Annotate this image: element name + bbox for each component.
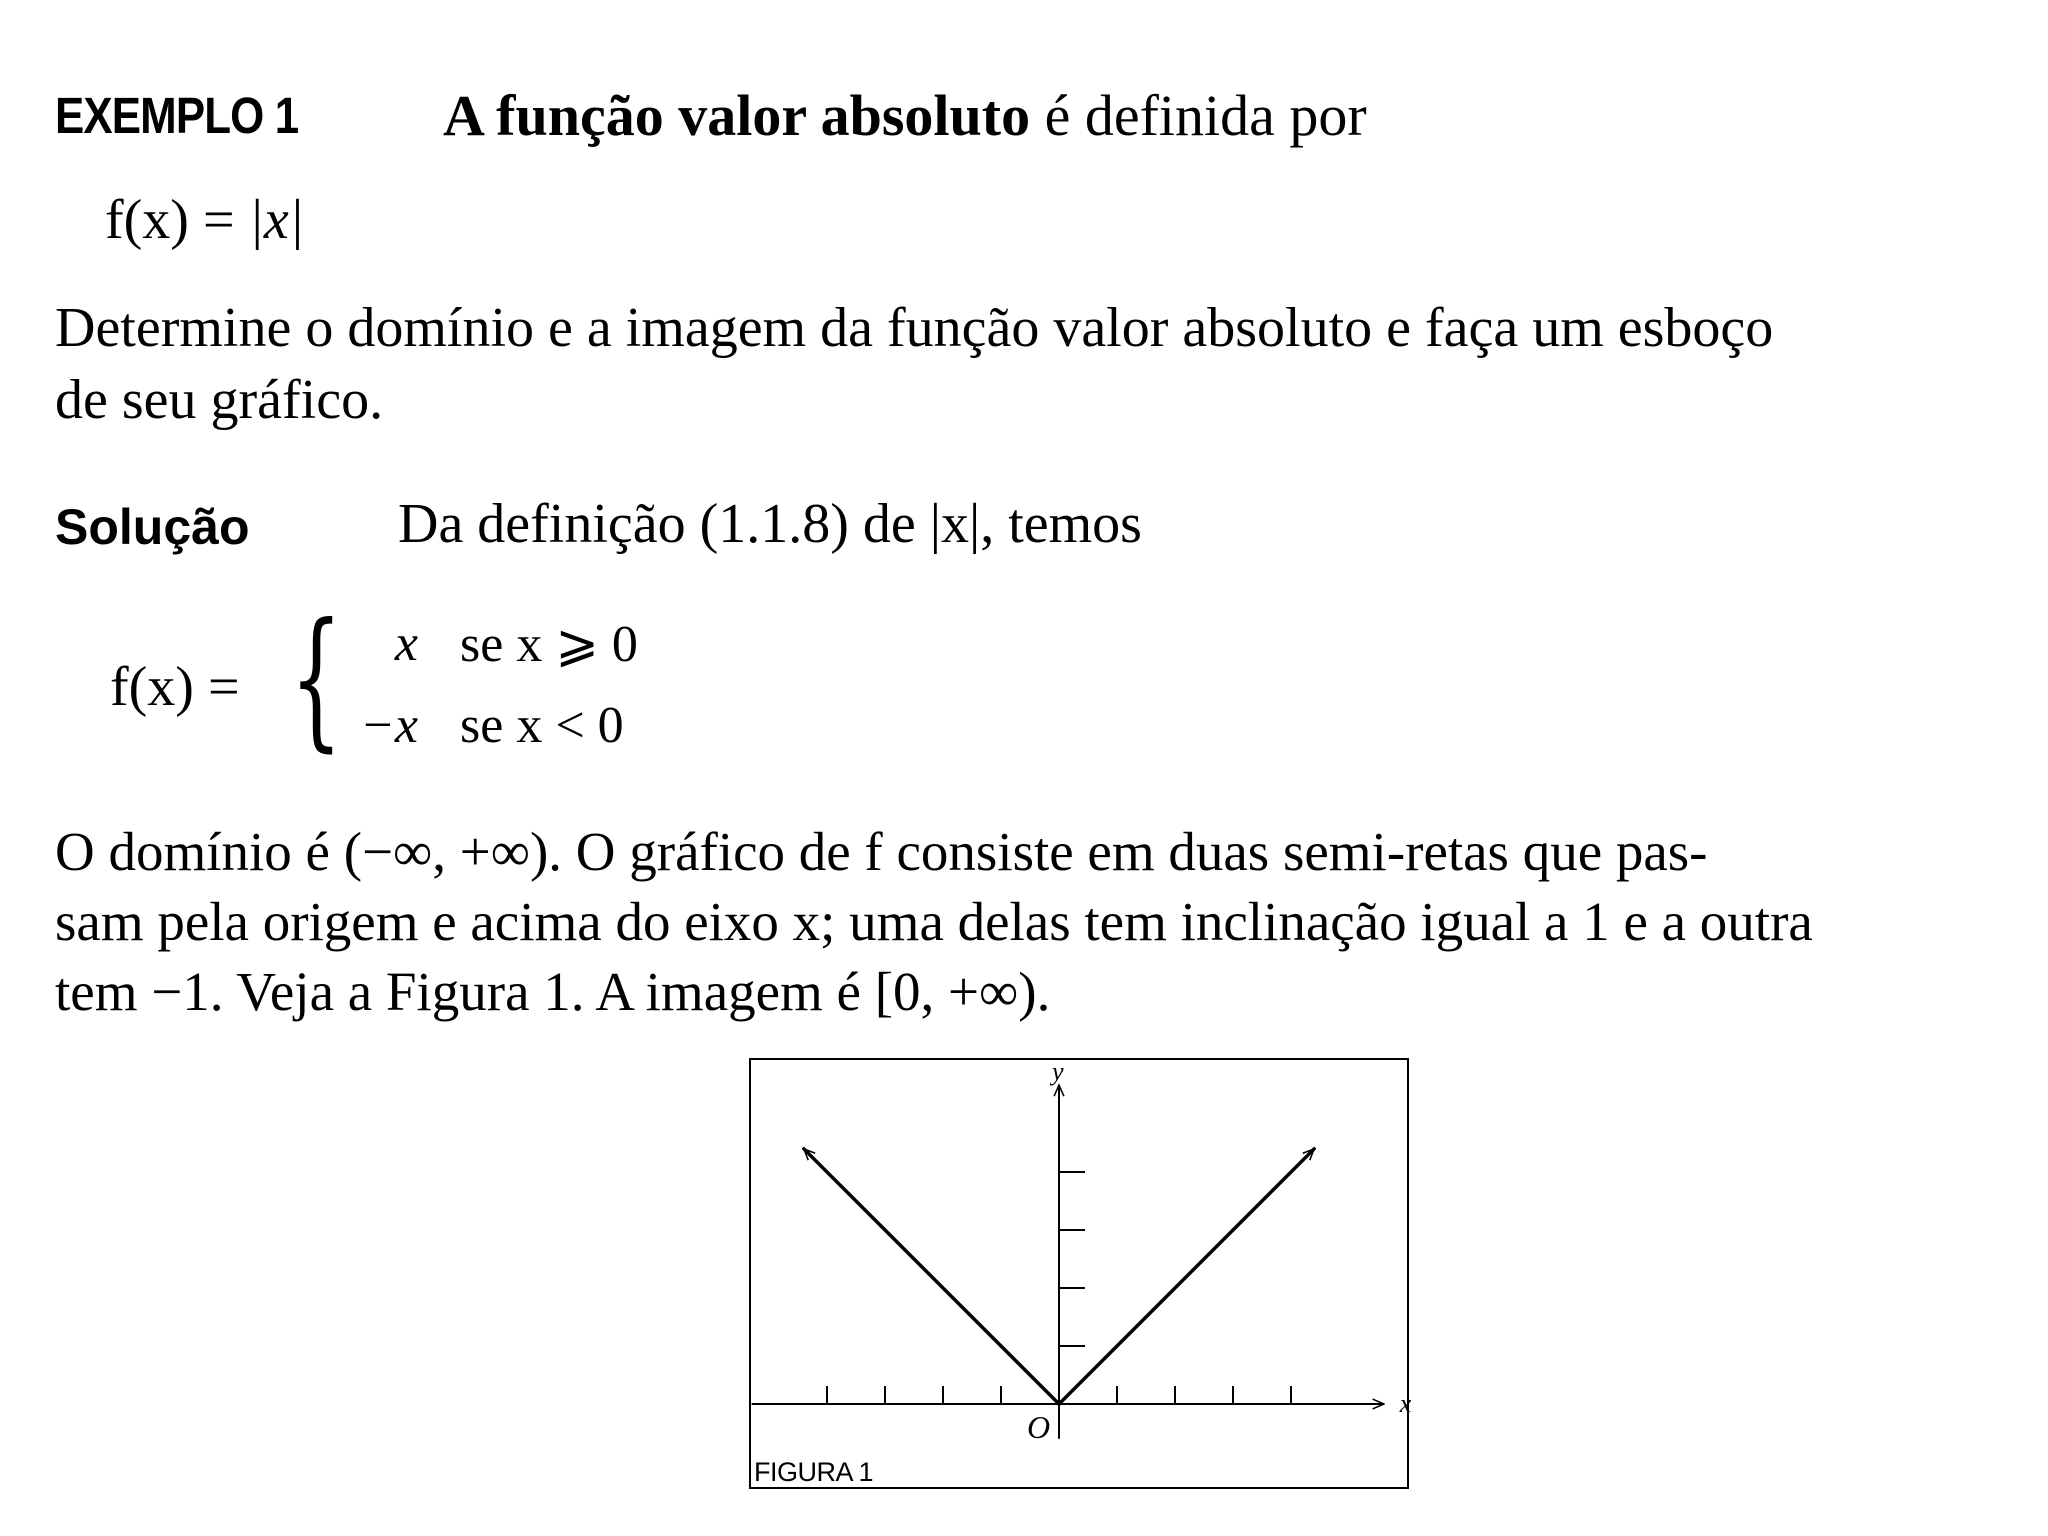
solution-text: Da definição (1.1.8) de |x|, temos xyxy=(398,493,1142,555)
paragraph-line-3: tem −1. Veja a Figura 1. A imagem é [0, +∞). xyxy=(55,961,1051,1022)
right-ray xyxy=(1059,1149,1314,1404)
left-ray xyxy=(804,1149,1059,1404)
piecewise-lhs: f(x) = xyxy=(110,656,240,718)
y-axis-label: y xyxy=(1052,1057,1064,1086)
figure-caption: FIGURA 1 xyxy=(754,1457,874,1487)
piecewise-case-2-expression: −x xyxy=(359,697,418,754)
intro-rest: é definida por xyxy=(1030,83,1367,148)
intro-bold-term: A função valor absoluto xyxy=(443,83,1031,148)
axes xyxy=(752,1085,1384,1439)
solution-label: Solução xyxy=(55,499,250,555)
definition-formula xyxy=(105,188,304,252)
example-heading: EXEMPLO 1 xyxy=(55,87,299,144)
task-line-2: de seu gráfico. xyxy=(55,369,384,431)
example-intro xyxy=(443,82,1367,149)
piecewise-case-2-condition: se x < 0 xyxy=(460,697,624,754)
x-axis-label: x xyxy=(1399,1389,1412,1418)
absolute-value-graph xyxy=(751,1057,1412,1487)
origin-label: O xyxy=(1027,1409,1051,1445)
piecewise-brace: { xyxy=(290,592,343,766)
paragraph-line-2: sam pela origem e acima do eixo x; uma delas tem inclinação igual a 1 e a outra xyxy=(55,891,1813,952)
paragraph-line-1: O domínio é (−∞, +∞). O gráfico de f consiste em duas semi-retas que pas- xyxy=(55,821,1708,882)
piecewise-case-1-condition: se x ⩾ 0 xyxy=(460,616,638,673)
figure-1 xyxy=(749,1057,1412,1489)
piecewise-case-1-expression: x xyxy=(394,615,418,672)
task-line-1: Determine o domínio e a imagem da função valor absoluto e faça um esboço xyxy=(55,297,1774,359)
definition-rhs: |x| xyxy=(248,189,305,251)
definition-lhs: f(x) = xyxy=(105,189,249,251)
